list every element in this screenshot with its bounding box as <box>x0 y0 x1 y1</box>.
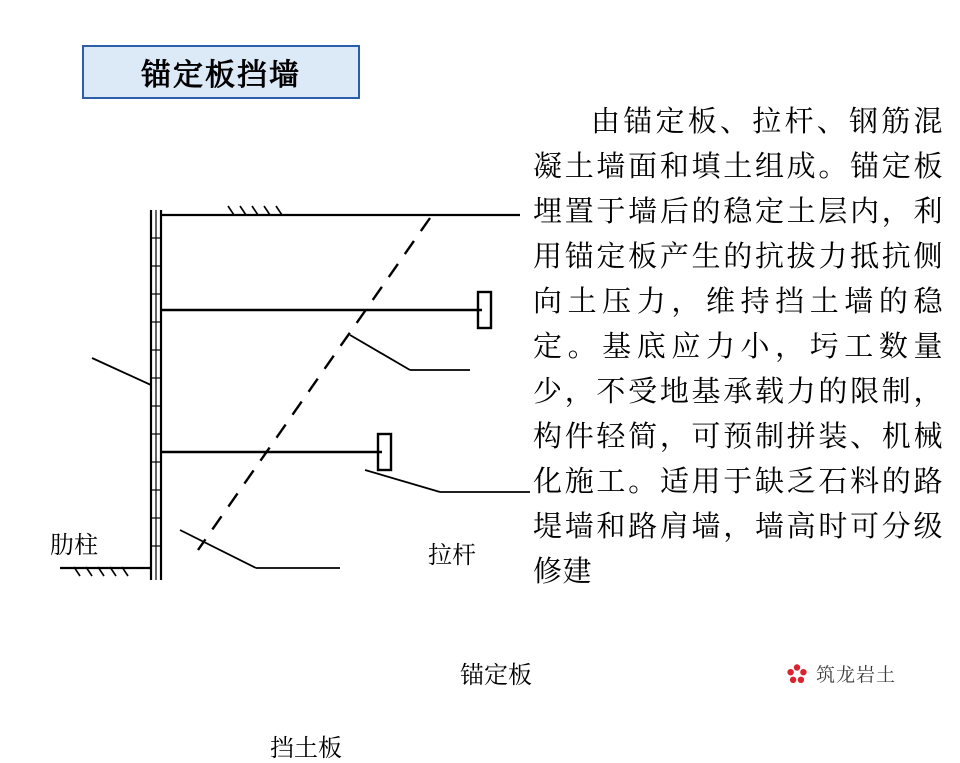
leader-tie-rod <box>350 335 410 370</box>
label-retaining-panel: 挡土板 <box>270 736 342 762</box>
label-anchor-plate: 锚定板 <box>460 663 532 689</box>
label-tie-rod: 拉杆 <box>428 543 476 569</box>
title-badge <box>82 45 360 99</box>
leader-anchor-plate <box>365 470 440 492</box>
footer-watermark-text: 筑龙岩土 <box>816 665 897 686</box>
label-rib-column: 肋柱 <box>50 533 98 559</box>
ground-hatch-top <box>228 206 282 215</box>
leader-rib-column <box>92 358 151 385</box>
footer-watermark <box>786 660 896 687</box>
failure-surface-dashed-line <box>198 218 430 550</box>
description-paragraph: 由锚定板、拉杆、钢筋混凝土墙面和填土组成。锚定板埋置于墙后的稳定土层内，利用锚定板产生的抗拔力抵抗侧向土压力，维持挡土墙的稳定。基底应力小，圬工数量少，不受地基承载力的限制，构件轻简，可预制拼装、机械化施工。适用于缺乏石料的路堤墙和路肩墙，墙高时可分级修建 <box>533 106 943 588</box>
page-title: 锚定板挡墙 <box>141 59 301 92</box>
leader-retaining-panel <box>180 530 256 568</box>
anchor-plate-wall-diagram <box>20 180 540 762</box>
flower-logo-icon <box>786 663 808 685</box>
